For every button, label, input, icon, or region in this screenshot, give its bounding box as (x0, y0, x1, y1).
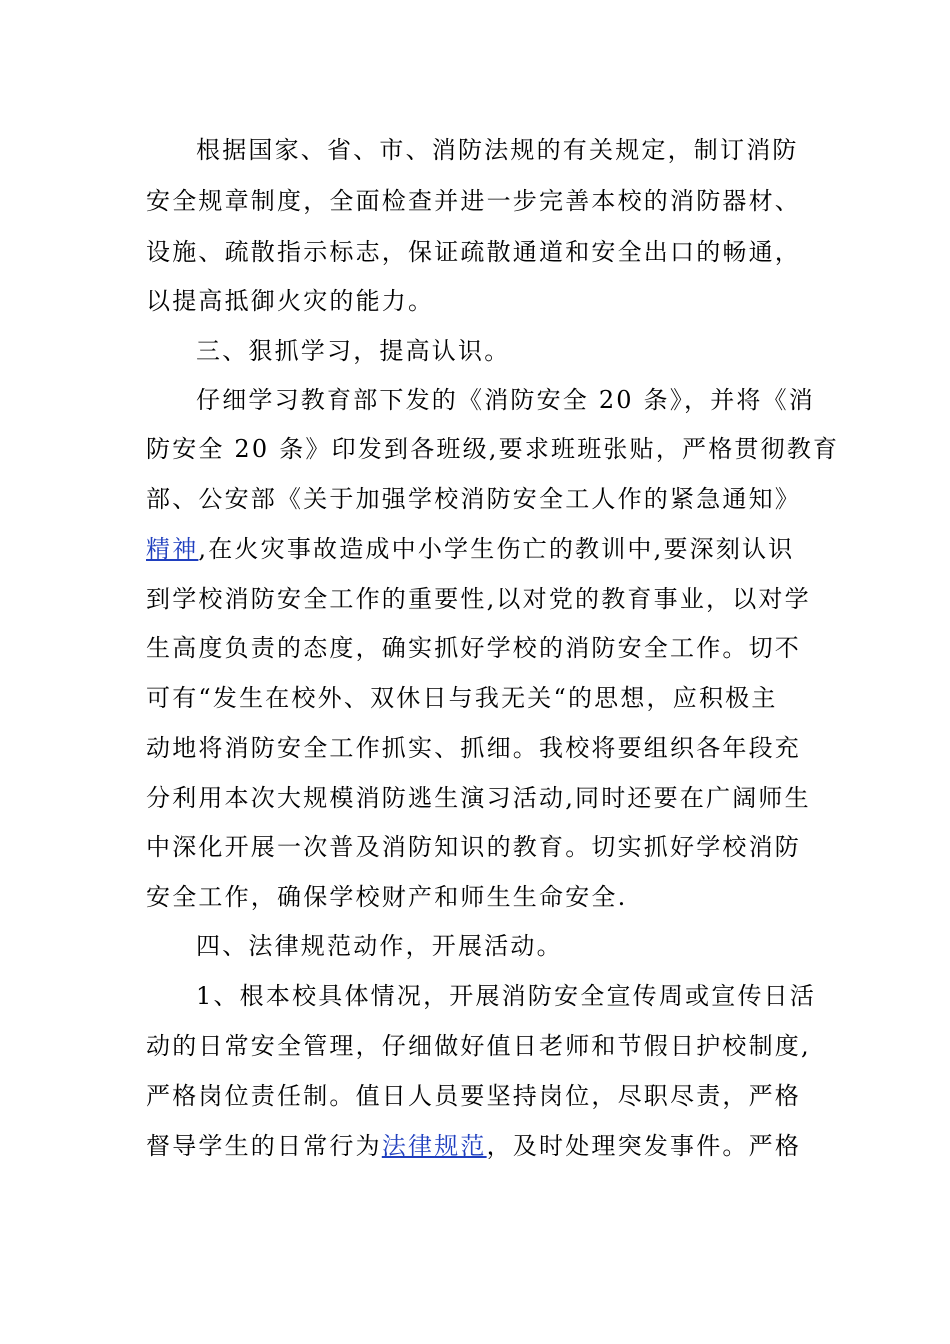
paragraph-line: 分利用本次大规模消防逃生演习活动,同时还要在广阔师生 (146, 784, 811, 812)
paragraph-line: 部、公安部《关于加强学校消防安全工人作的紧急通知》 (146, 485, 801, 513)
paragraph-line (146, 533, 816, 565)
paragraph-line: 严格岗位责任制。值日人员要坚持岗位，尽职尽责，严格 (146, 1082, 801, 1110)
legal-norms-link[interactable]: 法律规范 (381, 1132, 487, 1160)
paragraph-line (146, 1130, 816, 1162)
paragraph-line: 动地将消防安全工作抓实、抓细。我校将要组织各年段充 (146, 734, 801, 762)
line-text: 督导学生的日常行为 (146, 1132, 382, 1160)
paragraph-line: 防安全 20 条》印发到各班级,要求班班张贴，严格贯彻教育 (146, 435, 840, 463)
spirit-link[interactable]: 精神 (146, 535, 199, 563)
section-heading-4: 四、法律规范动作，开展活动。 (196, 932, 563, 960)
paragraph-line: 根据国家、省、市、消防法规的有关规定，制订消防 (196, 136, 799, 164)
paragraph-line: 中深化开展一次普及消防知识的教育。切实抓好学校消防 (146, 833, 801, 861)
paragraph-line: 设施、疏散指示标志，保证疏散通道和安全出口的畅通， (146, 238, 801, 266)
line-text: ，及时处理突发事件。严格 (486, 1132, 802, 1160)
paragraph-line: 安全规章制度，全面检查并进一步完善本校的消防器材、 (146, 187, 801, 215)
section-heading-3: 三、狠抓学习，提高认识。 (196, 337, 511, 365)
paragraph-line: 生高度负责的态度，确实抓好学校的消防安全工作。切不 (146, 634, 801, 662)
paragraph-line: 仔细学习教育部下发的《消防安全 20 条》，并将《消 (196, 386, 815, 414)
paragraph-line: 可有“发生在校外、双休日与我无关“的思想，应积极主 (146, 684, 778, 712)
paragraph-line: 安全工作，确保学校财产和师生生命安全. (146, 883, 628, 911)
paragraph-line: 以提高抵御火灾的能力。 (146, 287, 435, 315)
paragraph-line: 动的日常安全管理，仔细做好值日老师和节假日护校制度, (146, 1032, 811, 1060)
paragraph-line: 1、根本校具体情况，开展消防安全宣传周或宣传日活 (196, 982, 817, 1010)
line-text: ,在火灾事故造成中小学生伤亡的教训中,要深刻认识 (198, 535, 795, 563)
paragraph-line: 到学校消防安全工作的重要性,以对党的教育事业，以对学 (146, 585, 811, 613)
